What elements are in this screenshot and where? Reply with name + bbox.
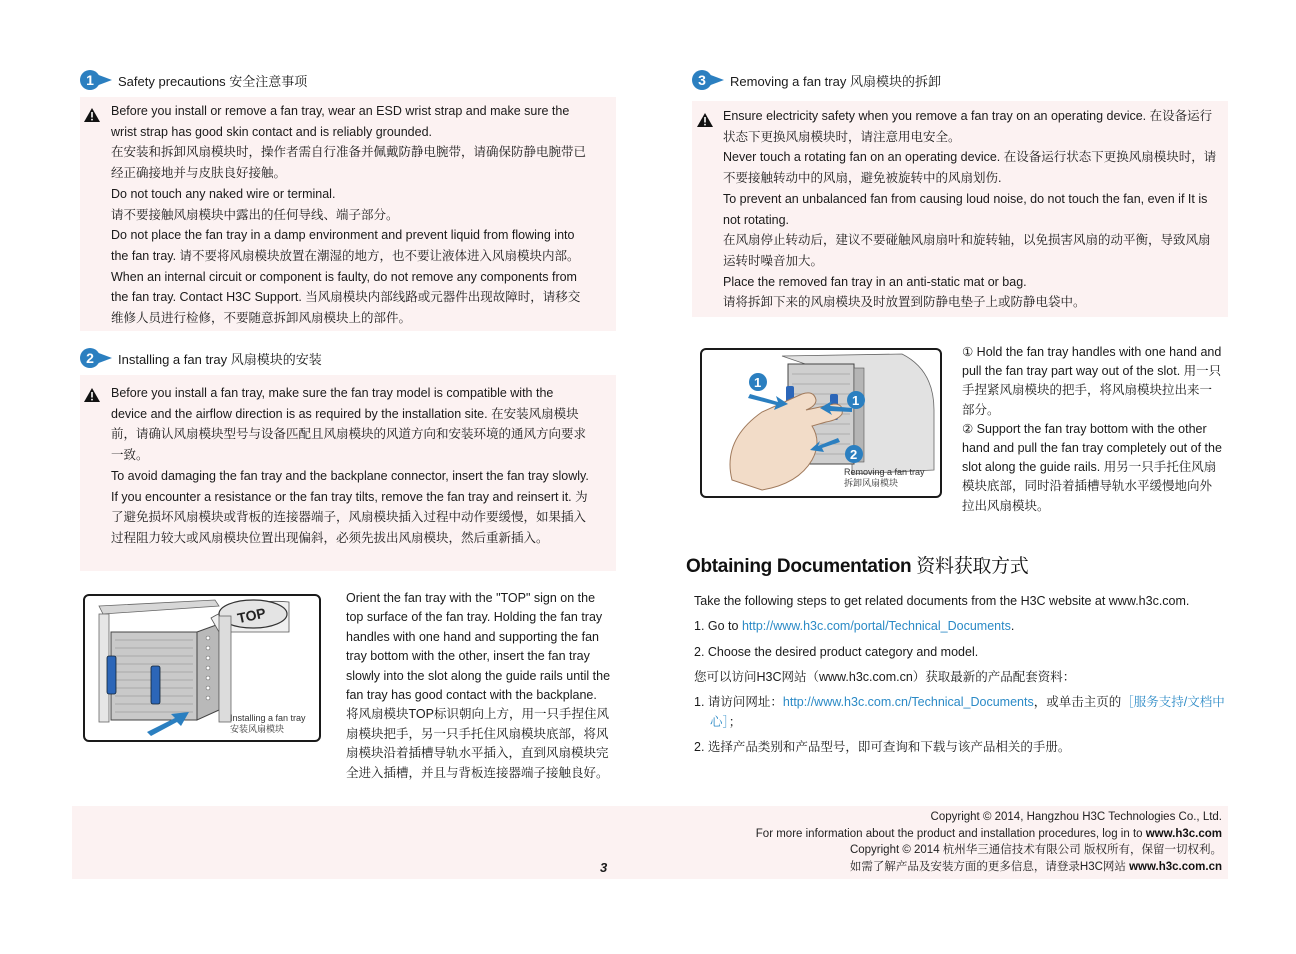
- section-1-title: [80, 69, 307, 91]
- docs-steps: [694, 589, 1228, 760]
- section-number-badge: 3: [692, 70, 712, 90]
- safety-paragraphs: [111, 101, 587, 329]
- docs-step-2: 2. Choose the desired product category and model.: [694, 644, 979, 659]
- figure-caption: [844, 467, 925, 489]
- step-marker-1b: 1: [852, 393, 860, 408]
- docs-heading-cn: 资料获取方式: [916, 556, 1029, 577]
- caption-cn: 拆卸风扇模块: [844, 478, 899, 488]
- docs-step-2-cn: 2. 选择产品类别和产品型号，即可查询和下载与该产品相关的手册。: [694, 740, 1071, 755]
- warning-triangle-icon: [84, 108, 100, 122]
- paragraph: 请将拆卸下来的风扇模块及时放置到防静电垫子上或防静电袋中。: [723, 295, 1086, 310]
- docs-step-1-cn: [694, 693, 1228, 732]
- paragraph: Do not place the fan tray in a damp environment and prevent liquid from flowing into the fan tray. 请不要将风扇模块放置在潮湿的地方，也不要让液体进入风扇模块内部。: [111, 228, 580, 263]
- paragraph: Do not touch any naked wire or terminal.: [111, 186, 336, 201]
- cn-docs-link[interactable]: http://www.h3c.com.cn/Technical_Documents: [782, 695, 1034, 710]
- removal-warning-box: [692, 101, 1228, 317]
- remove-fan-tray-figure: [700, 348, 942, 498]
- step-marker-2: 2: [850, 447, 858, 462]
- section-number-badge: 2: [80, 348, 100, 368]
- h3c-site-link[interactable]: www.h3c.com: [1145, 827, 1222, 840]
- more-info-cn: [640, 859, 1222, 876]
- paragraph: Orient the fan tray with the "TOP" sign on the top surface of the fan tray. Holding the fan tray handles with one hand and supporting the fan tray bottom with the other, insert the fan tray slowly into the slot along the guide rails until the fan tray has good contact with the backplane. 将风扇模块TOP标识朝向上方，用一只手捏住风扇模块把手，另一只手托住风扇模块底部，将风扇模块沿着插槽导轨水平插入，直到风扇模块完全进入插槽，并且与背板连接器端子接触良好。: [346, 591, 611, 780]
- removal-steps: [962, 343, 1224, 516]
- more-info-en: [640, 826, 1222, 843]
- paragraph: When an internal circuit or component is faulty, do not remove any components from the fan tray. Contact H3C Support. 当风扇模块内部线路或元器件出现故障时，请移交维修人员进行检修，不要随意拆卸风扇模块上的部件。: [111, 269, 581, 326]
- step-text: .: [1010, 619, 1015, 634]
- safety-warning-box: [80, 97, 616, 331]
- paragraph: 在安装和拆卸风扇模块时，操作者需自行准备并佩戴防静电腕带，请确保防静电腕带已经正确接地并与皮肤良好接触。: [111, 145, 587, 181]
- caption-en: Removing a fan tray: [844, 467, 925, 477]
- install-fan-tray-figure: [83, 594, 321, 742]
- more-info-text: For more information about the product and installation procedures, log in to: [755, 827, 1146, 840]
- section-number-badge: 1: [80, 70, 100, 90]
- paragraph: Before you install a fan tray, make sure the fan tray model is compatible with the device and the airflow direction is as required by the installation site. 在安装风扇模块前，请确认风扇模块型号与设备匹配且风扇模块的风道方向和安装环境的通风方向要求一致。: [111, 386, 587, 463]
- paragraph: Ensure electricity safety when you remove a fan tray on an operating device. 在设备运行状态下更换风扇模块时，请注意用电安全。: [723, 109, 1213, 144]
- warning-triangle-icon: [697, 113, 713, 127]
- installation-paragraphs: [111, 383, 589, 549]
- section-2-title: [80, 347, 322, 369]
- step-item: ① Hold the fan tray handles with one hand and pull the fan tray part way out of the slot. 用一只手捏紧风扇模块的把手，将风扇模块拉出来一部分。: [962, 345, 1222, 417]
- more-info-text: 如需了解产品及安装方面的更多信息，请登录H3C网站: [849, 860, 1130, 873]
- paragraph: Never touch a rotating fan on an operating device. 在设备运行状态下更换风扇模块时，请不要接触转动中的风扇，避免被旋转中的风扇划伤.: [723, 150, 1217, 186]
- install-instruction: [346, 589, 612, 783]
- h3c-cn-site-link[interactable]: www.h3c.com.cn: [1129, 860, 1222, 873]
- section-title-text: Removing a fan tray 风扇模块的拆卸: [730, 73, 941, 89]
- paragraph: 请不要接触风扇模块中露出的任何导线、端子部分。: [111, 207, 399, 222]
- copyright-en: Copyright © 2014, Hangzhou H3C Technologies Co., Ltd.: [930, 811, 1222, 823]
- step-text: 1. Go to: [694, 619, 742, 634]
- service-support-link[interactable]: ［服务支持/文档中心］: [710, 695, 1225, 729]
- caption-cn: 安装风扇模块: [230, 724, 285, 734]
- copyright-cn: Copyright © 2014 杭州华三通信技术有限公司 版权所有，保留一切权利。: [849, 844, 1222, 856]
- paragraph: To avoid damaging the fan tray and the backplane connector, insert the fan tray slowly. If you encounter a resistance or the fan tray tilts, remove the fan tray and reinsert it. 为了避免损坏风扇模块或背板的连接器端子，风扇模块插入过程中动作要缓慢，如果插入过程阻力较大或风扇模块位置出现偏斜，必须先拔出风扇模块，然后重新插入。: [111, 468, 589, 545]
- warning-triangle-icon: [84, 388, 100, 402]
- docs-heading-en: Obtaining Documentation: [686, 556, 912, 577]
- step-marker-1a: 1: [754, 375, 762, 390]
- section-title-text: Safety precautions 安全注意事项: [118, 73, 308, 89]
- page-number: 3: [600, 860, 608, 875]
- removal-paragraphs: [723, 106, 1221, 313]
- footer-copyright: [640, 809, 1222, 875]
- paragraph: 在风扇停止转动后，建议不要碰触风扇扇叶和旋转轴，以免损害风扇的动平衡，导致风扇运转时噪音加大。: [723, 233, 1211, 268]
- section-3-title: [692, 69, 941, 91]
- step-text: ；: [728, 714, 742, 729]
- figure-caption: [230, 713, 306, 735]
- paragraph: Before you install or remove a fan tray, wear an ESD wrist strap and make sure the wrist strap has good skin contact and is reliably grounded.: [111, 104, 570, 139]
- docs-step-1: [694, 614, 1228, 639]
- portal-docs-link[interactable]: http://www.h3c.com/portal/Technical_Documents: [741, 619, 1011, 634]
- step-text: ，或单击主页的: [1033, 695, 1122, 710]
- docs-intro-cn: 您可以访问H3C网站（www.h3c.com.cn）获取最新的产品配套资料：: [694, 669, 1076, 684]
- paragraph: Place the removed fan tray in an anti-static mat or bag.: [723, 274, 1027, 289]
- top-label-text: TOP: [235, 604, 268, 627]
- paragraph: To prevent an unbalanced fan from causing loud noise, do not touch the fan, even if It is not rotating.: [723, 191, 1208, 227]
- docs-intro: Take the following steps to get related documents from the H3C website at www.h3c.com.: [694, 594, 1190, 608]
- step-item: ② Support the fan tray bottom with the other hand and pull the fan tray completely out of the slot along the guide rails. 用另一只手托住风扇模块底部，同时沿着插槽导轨水平缓慢地向外拉出风扇模块。: [962, 421, 1222, 513]
- installation-warning-box: [80, 375, 616, 571]
- caption-en: Installing a fan tray: [230, 713, 306, 723]
- section-title-text: Installing a fan tray 风扇模块的安装: [118, 351, 322, 367]
- step-text: 1. 请访问网址：: [694, 695, 783, 710]
- docs-heading: [686, 551, 1029, 578]
